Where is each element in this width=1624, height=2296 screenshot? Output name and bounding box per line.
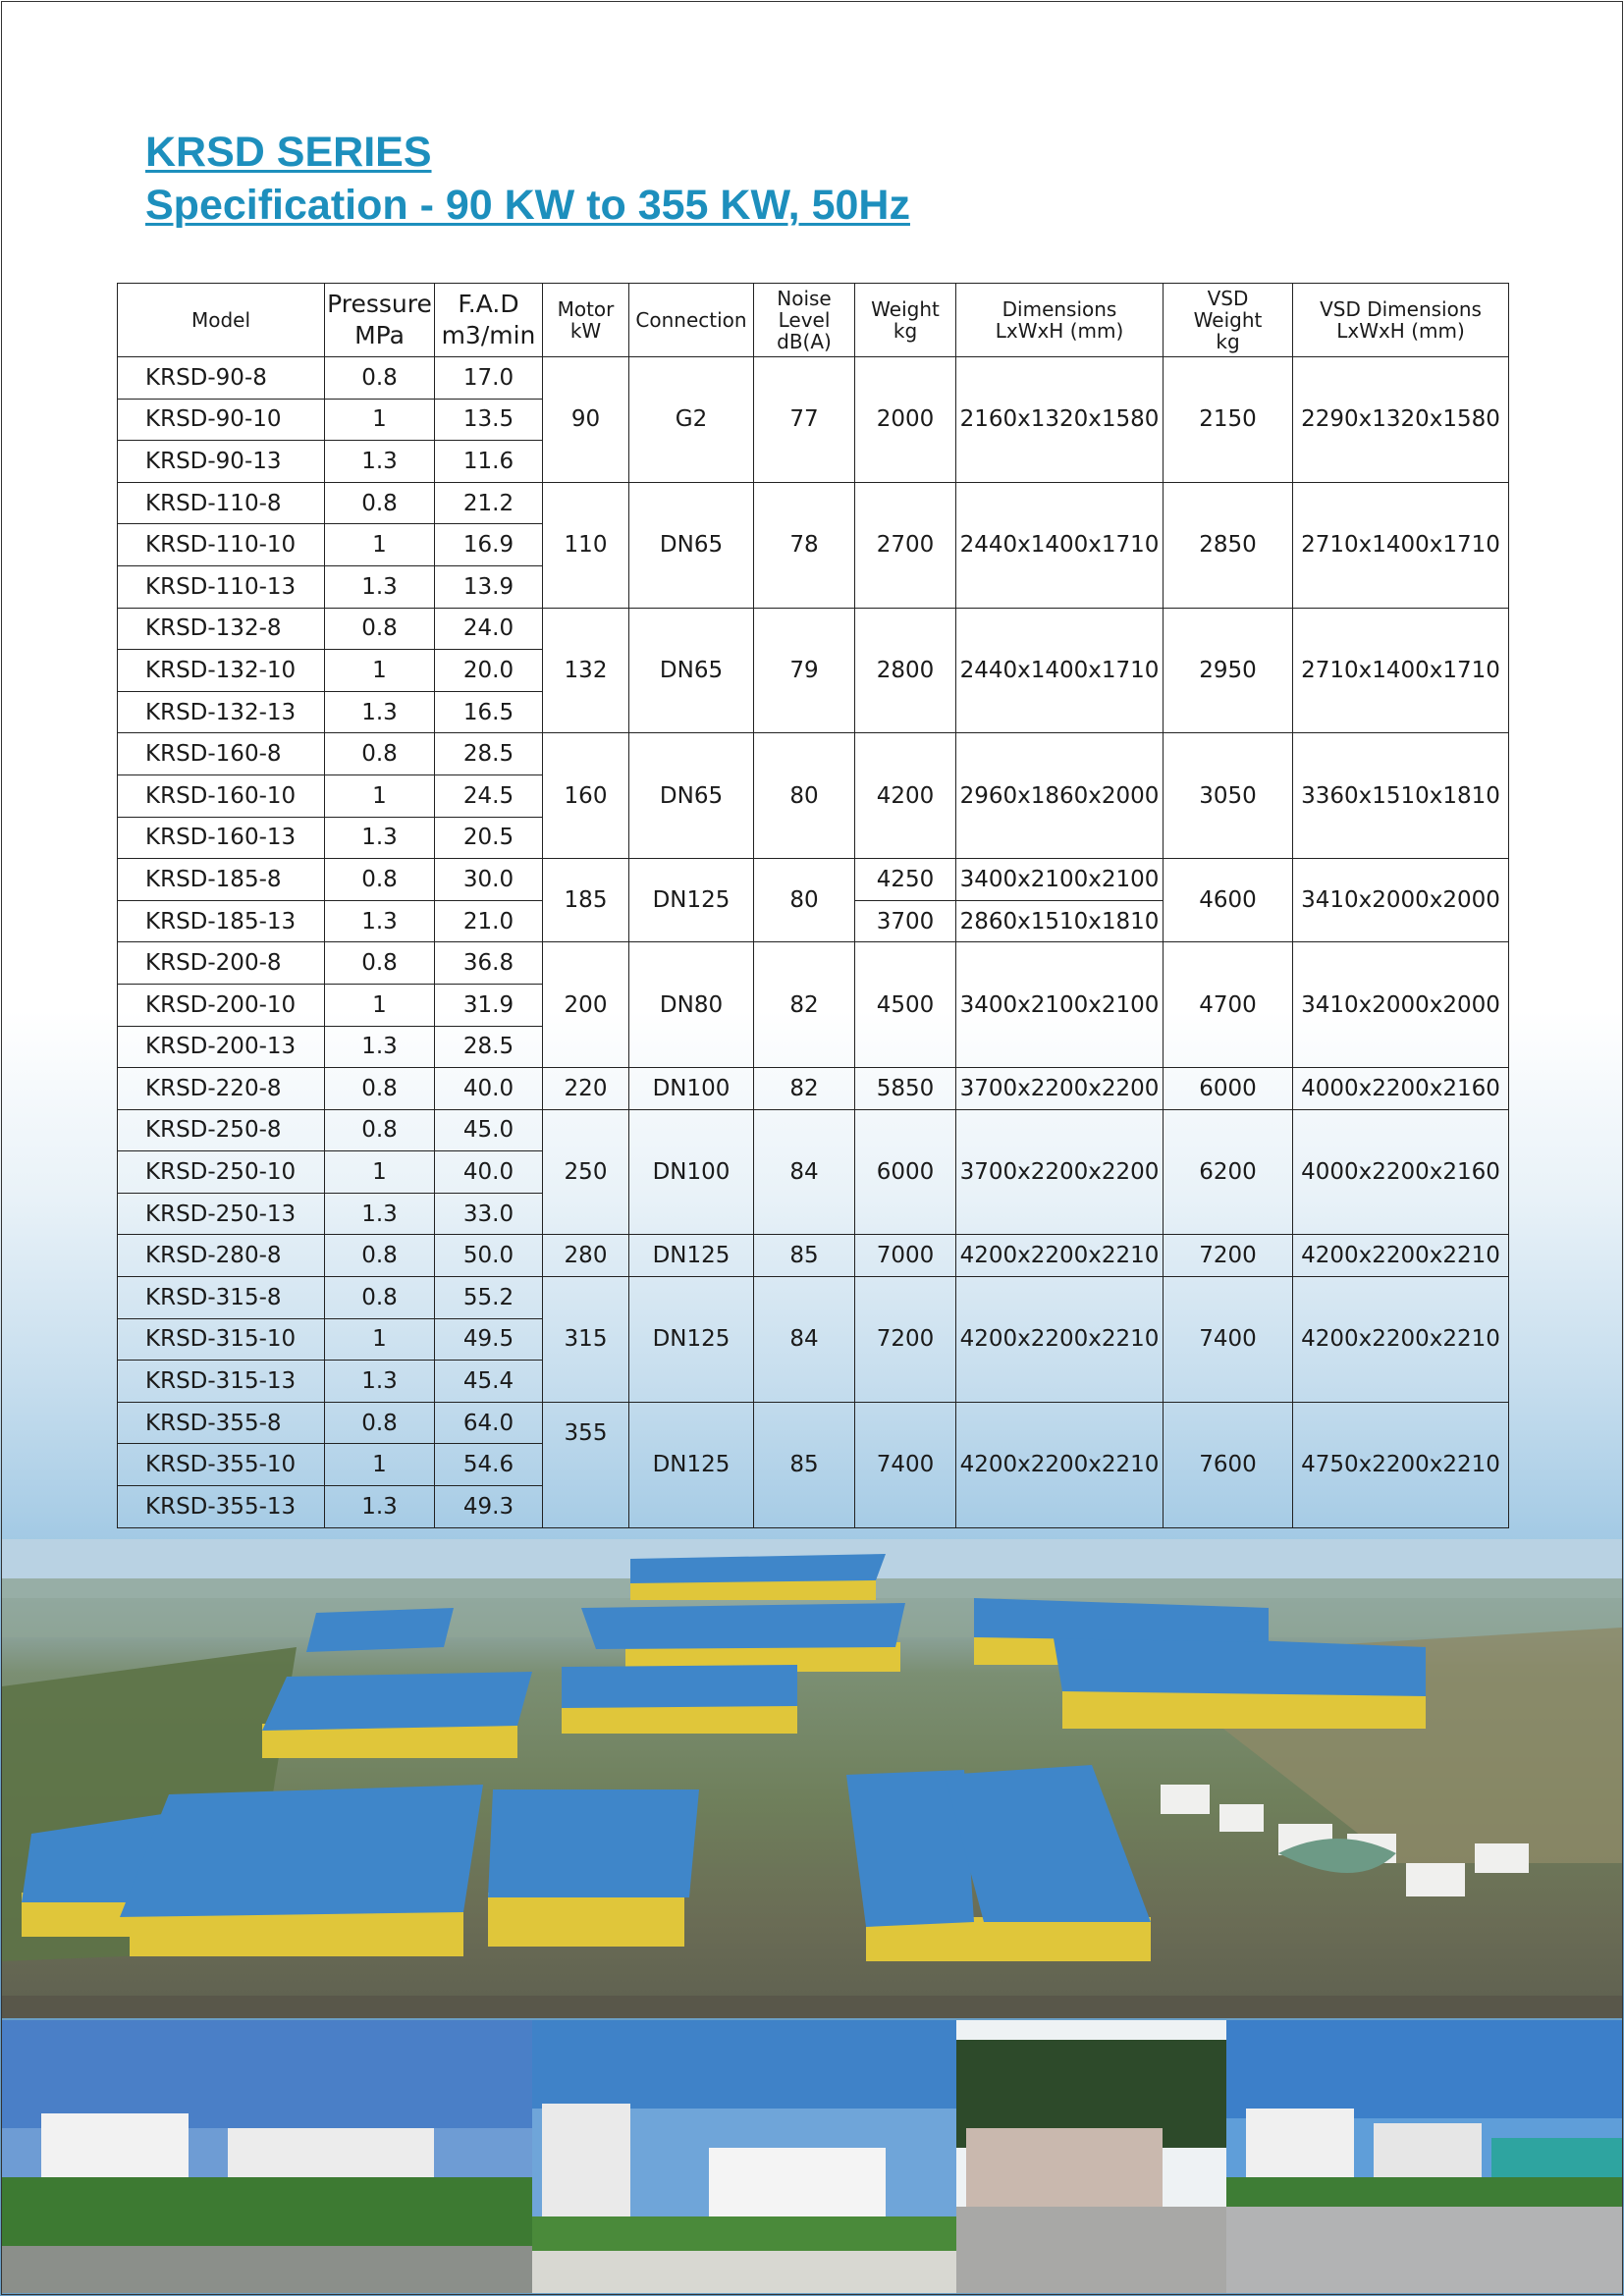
pressure-cell: 1.3 — [325, 1193, 435, 1235]
spec-table — [117, 283, 1509, 1528]
pressure-cell: 0.8 — [325, 1235, 435, 1277]
pressure-cell: 0.8 — [325, 1109, 435, 1151]
fad-cell: 20.0 — [435, 650, 543, 692]
table-row — [118, 1277, 1509, 1319]
model-cell: KRSD-220-8 — [118, 1068, 325, 1110]
fad-cell: 49.5 — [435, 1318, 543, 1361]
weight-cell: 6000 — [855, 1109, 956, 1235]
fad-cell: 54.6 — [435, 1444, 543, 1486]
warehouse-photo — [956, 2020, 1226, 2293]
pressure-cell: 1 — [325, 1444, 435, 1486]
pressure-cell: 0.8 — [325, 1402, 435, 1444]
vsd-weight-cell: 2150 — [1164, 357, 1293, 483]
pressure-cell: 1 — [325, 1151, 435, 1194]
connection-cell: DN100 — [629, 1068, 754, 1110]
model-cell: KRSD-110-13 — [118, 565, 325, 608]
pressure-cell: 1.3 — [325, 1361, 435, 1403]
connection-cell: DN80 — [629, 942, 754, 1068]
connection-cell: G2 — [629, 357, 754, 483]
vsd-weight-cell: 3050 — [1164, 733, 1293, 859]
motor-cell: 280 — [543, 1235, 629, 1277]
dimensions-cell: 4200x2200x2210 — [956, 1402, 1164, 1527]
pressure-cell: 1 — [325, 774, 435, 817]
header-weight: Weight kg — [855, 284, 956, 357]
vsd-weight-cell: 7400 — [1164, 1277, 1293, 1403]
pressure-cell: 1 — [325, 399, 435, 441]
model-cell: KRSD-315-13 — [118, 1361, 325, 1403]
weight-cell: 3700 — [855, 900, 956, 942]
motor-cell: 185 — [543, 859, 629, 942]
fad-cell: 13.9 — [435, 565, 543, 608]
noise-cell: 78 — [754, 482, 855, 608]
fad-cell: 21.2 — [435, 482, 543, 524]
model-cell: KRSD-160-8 — [118, 733, 325, 775]
pressure-cell: 1 — [325, 984, 435, 1026]
vsd-dimensions-cell: 2710x1400x1710 — [1293, 608, 1509, 733]
pressure-cell: 0.8 — [325, 942, 435, 985]
connection-cell: DN65 — [629, 608, 754, 733]
dimensions-cell: 2860x1510x1810 — [956, 900, 1164, 942]
dimensions-cell: 2160x1320x1580 — [956, 357, 1164, 483]
pressure-cell: 1.3 — [325, 1486, 435, 1528]
table-row — [118, 733, 1509, 775]
dimensions-cell: 3700x2200x2200 — [956, 1109, 1164, 1235]
model-cell: KRSD-250-13 — [118, 1193, 325, 1235]
vsd-dimensions-cell: 4000x2200x2160 — [1293, 1068, 1509, 1110]
pressure-cell: 1 — [325, 524, 435, 566]
pressure-cell: 0.8 — [325, 1277, 435, 1319]
connection-cell: DN125 — [629, 1235, 754, 1277]
model-cell: KRSD-315-10 — [118, 1318, 325, 1361]
dimensions-cell: 2440x1400x1710 — [956, 608, 1164, 733]
vsd-weight-cell: 2850 — [1164, 482, 1293, 608]
fad-cell: 16.5 — [435, 691, 543, 733]
pressure-cell: 0.8 — [325, 1068, 435, 1110]
model-cell: KRSD-355-8 — [118, 1402, 325, 1444]
vsd-weight-cell: 4600 — [1164, 859, 1293, 942]
motor-cell: 110 — [543, 482, 629, 608]
weight-cell: 2700 — [855, 482, 956, 608]
model-cell: KRSD-160-10 — [118, 774, 325, 817]
weight-cell: 7000 — [855, 1235, 956, 1277]
spec-table-body — [118, 357, 1509, 1528]
fad-cell: 20.5 — [435, 817, 543, 859]
fad-cell: 49.3 — [435, 1486, 543, 1528]
weight-cell: 4250 — [855, 859, 956, 901]
fad-cell: 31.9 — [435, 984, 543, 1026]
header-connection: Connection — [629, 284, 754, 357]
vsd-weight-cell: 7200 — [1164, 1235, 1293, 1277]
fad-cell: 11.6 — [435, 441, 543, 483]
noise-cell: 82 — [754, 942, 855, 1068]
office-building-photo — [2, 2020, 532, 2293]
pressure-cell: 1.3 — [325, 900, 435, 942]
dimensions-cell: 3400x2100x2100 — [956, 859, 1164, 901]
page-title — [145, 126, 910, 232]
fad-cell: 13.5 — [435, 399, 543, 441]
model-cell: KRSD-185-13 — [118, 900, 325, 942]
pressure-cell: 0.8 — [325, 482, 435, 524]
noise-cell: 84 — [754, 1109, 855, 1235]
vsd-dimensions-cell: 3360x1510x1810 — [1293, 733, 1509, 859]
pressure-cell: 1 — [325, 650, 435, 692]
motor-cell: 90 — [543, 357, 629, 483]
header-pressure: Pressure MPa — [325, 284, 435, 357]
dimensions-cell: 4200x2200x2210 — [956, 1235, 1164, 1277]
fad-cell: 36.8 — [435, 942, 543, 985]
pressure-cell: 0.8 — [325, 859, 435, 901]
factory-photo-strip — [2, 2020, 1622, 2293]
weight-cell: 7400 — [855, 1402, 956, 1527]
model-cell: KRSD-110-8 — [118, 482, 325, 524]
pressure-cell: 1 — [325, 1318, 435, 1361]
vsd-weight-cell: 4700 — [1164, 942, 1293, 1068]
dimensions-cell: 3700x2200x2200 — [956, 1068, 1164, 1110]
weight-cell: 4500 — [855, 942, 956, 1068]
header-motor: Motor kW — [543, 284, 629, 357]
header-row — [118, 284, 1509, 357]
model-cell: KRSD-315-8 — [118, 1277, 325, 1319]
pressure-cell: 1.3 — [325, 817, 435, 859]
motor-cell: 315 — [543, 1277, 629, 1403]
connection-cell: DN65 — [629, 482, 754, 608]
model-cell: KRSD-200-13 — [118, 1026, 325, 1068]
noise-cell: 85 — [754, 1402, 855, 1527]
fad-cell: 64.0 — [435, 1402, 543, 1444]
fad-cell: 24.0 — [435, 608, 543, 650]
pressure-cell: 0.8 — [325, 608, 435, 650]
model-cell: KRSD-250-8 — [118, 1109, 325, 1151]
noise-cell: 79 — [754, 608, 855, 733]
model-cell: KRSD-250-10 — [118, 1151, 325, 1194]
model-cell: KRSD-200-10 — [118, 984, 325, 1026]
motor-cell: 250 — [543, 1109, 629, 1235]
spec-subtitle: Specification - 90 KW to 355 KW, 50Hz — [145, 182, 910, 229]
factory-aerial-photo — [2, 1539, 1622, 2018]
model-cell: KRSD-90-10 — [118, 399, 325, 441]
vsd-weight-cell: 6200 — [1164, 1109, 1293, 1235]
weight-cell: 5850 — [855, 1068, 956, 1110]
fad-cell: 28.5 — [435, 733, 543, 775]
fad-cell: 28.5 — [435, 1026, 543, 1068]
pressure-cell: 1.3 — [325, 565, 435, 608]
pressure-cell: 1.3 — [325, 691, 435, 733]
fad-cell: 40.0 — [435, 1068, 543, 1110]
vsd-dimensions-cell: 3410x2000x2000 — [1293, 859, 1509, 942]
model-cell: KRSD-132-8 — [118, 608, 325, 650]
model-cell: KRSD-132-13 — [118, 691, 325, 733]
pressure-cell: 1.3 — [325, 1026, 435, 1068]
model-cell: KRSD-200-8 — [118, 942, 325, 985]
white-building-photo — [532, 2020, 956, 2293]
model-cell: KRSD-132-10 — [118, 650, 325, 692]
vsd-dimensions-cell: 2290x1320x1580 — [1293, 357, 1509, 483]
header-fad: F.A.D m3/min — [435, 284, 543, 357]
model-cell: KRSD-355-13 — [118, 1486, 325, 1528]
motor-cell: 200 — [543, 942, 629, 1068]
fad-cell: 55.2 — [435, 1277, 543, 1319]
vsd-weight-cell: 2950 — [1164, 608, 1293, 733]
motor-cell: 160 — [543, 733, 629, 859]
vsd-dimensions-cell: 4200x2200x2210 — [1293, 1277, 1509, 1403]
vsd-weight-cell: 6000 — [1164, 1068, 1293, 1110]
fad-cell: 24.5 — [435, 774, 543, 817]
header-noise: Noise Level dB(A) — [754, 284, 855, 357]
model-cell: KRSD-90-13 — [118, 441, 325, 483]
header-dimensions: Dimensions LxWxH (mm) — [956, 284, 1164, 357]
noise-cell: 84 — [754, 1277, 855, 1403]
model-cell: KRSD-160-13 — [118, 817, 325, 859]
vsd-dimensions-cell: 3410x2000x2000 — [1293, 942, 1509, 1068]
pressure-cell: 0.8 — [325, 733, 435, 775]
dimensions-cell: 4200x2200x2210 — [956, 1277, 1164, 1403]
model-cell: KRSD-355-10 — [118, 1444, 325, 1486]
model-cell: KRSD-90-8 — [118, 357, 325, 400]
factory-road-photo — [1226, 2020, 1622, 2293]
motor-cell: 132 — [543, 608, 629, 733]
connection-cell: DN125 — [629, 1277, 754, 1403]
fad-cell: 45.0 — [435, 1109, 543, 1151]
dimensions-cell: 2960x1860x2000 — [956, 733, 1164, 859]
fad-cell: 33.0 — [435, 1193, 543, 1235]
connection-cell: DN125 — [629, 859, 754, 942]
fad-cell: 50.0 — [435, 1235, 543, 1277]
fad-cell: 21.0 — [435, 900, 543, 942]
noise-cell: 82 — [754, 1068, 855, 1110]
header-model: Model — [118, 284, 325, 357]
vsd-dimensions-cell: 4750x2200x2210 — [1293, 1402, 1509, 1527]
noise-cell: 85 — [754, 1235, 855, 1277]
table-row — [118, 608, 1509, 650]
table-row — [118, 942, 1509, 985]
model-cell: KRSD-110-10 — [118, 524, 325, 566]
vsd-weight-cell: 7600 — [1164, 1402, 1293, 1527]
table-row — [118, 859, 1509, 901]
fad-cell: 17.0 — [435, 357, 543, 400]
fad-cell: 30.0 — [435, 859, 543, 901]
header-vsd-dimensions: VSD Dimensions LxWxH (mm) — [1293, 284, 1509, 357]
dimensions-cell: 2440x1400x1710 — [956, 482, 1164, 608]
header-vsd-weight: VSD Weight kg — [1164, 284, 1293, 357]
vsd-dimensions-cell: 2710x1400x1710 — [1293, 482, 1509, 608]
vsd-dimensions-cell: 4000x2200x2160 — [1293, 1109, 1509, 1235]
motor-cell: 220 — [543, 1068, 629, 1110]
noise-cell: 80 — [754, 859, 855, 942]
weight-cell: 4200 — [855, 733, 956, 859]
noise-cell: 80 — [754, 733, 855, 859]
table-row — [118, 1109, 1509, 1151]
table-row — [118, 1068, 1509, 1110]
table-row — [118, 482, 1509, 524]
table-row — [118, 357, 1509, 400]
connection-cell: DN65 — [629, 733, 754, 859]
fad-cell: 45.4 — [435, 1361, 543, 1403]
pressure-cell: 0.8 — [325, 357, 435, 400]
weight-cell: 2800 — [855, 608, 956, 733]
weight-cell: 2000 — [855, 357, 956, 483]
table-row — [118, 1402, 1509, 1444]
connection-cell: DN125 — [629, 1402, 754, 1527]
noise-cell: 77 — [754, 357, 855, 483]
fad-cell: 40.0 — [435, 1151, 543, 1194]
series-title: KRSD SERIES — [145, 129, 432, 176]
table-row — [118, 1235, 1509, 1277]
model-cell: KRSD-280-8 — [118, 1235, 325, 1277]
fad-cell: 16.9 — [435, 524, 543, 566]
model-cell: KRSD-185-8 — [118, 859, 325, 901]
motor-cell: 355 — [543, 1402, 629, 1527]
factory-aerial-illustration — [2, 1539, 1622, 2018]
dimensions-cell: 3400x2100x2100 — [956, 942, 1164, 1068]
pressure-cell: 1.3 — [325, 441, 435, 483]
vsd-dimensions-cell: 4200x2200x2210 — [1293, 1235, 1509, 1277]
connection-cell: DN100 — [629, 1109, 754, 1235]
weight-cell: 7200 — [855, 1277, 956, 1403]
